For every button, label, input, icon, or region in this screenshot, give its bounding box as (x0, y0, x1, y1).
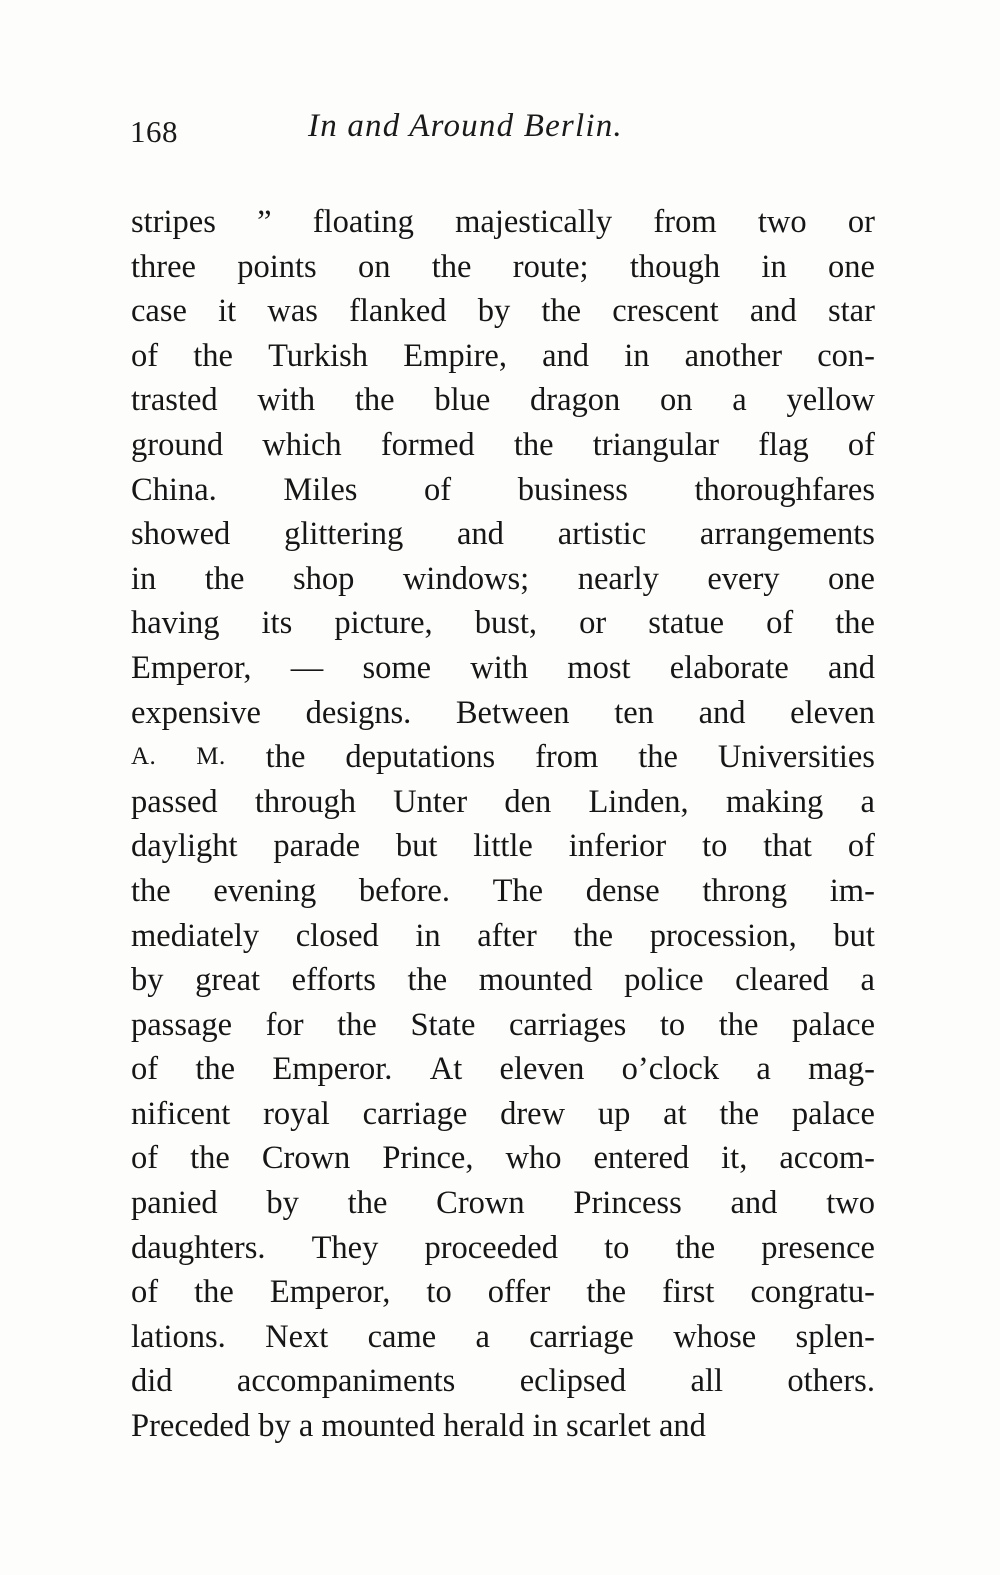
text-line: the evening before. The dense throng im- (131, 872, 875, 909)
text-line: A. M. the deputations from the Universities (131, 739, 875, 776)
text-line: of the Crown Prince, who entered it, accom- (131, 1140, 875, 1177)
text-line: lations. Next came a carriage whose splen- (131, 1318, 875, 1355)
text-line: of the Turkish Empire, and in another con- (131, 337, 875, 374)
text-line: passage for the State carriages to the palace (131, 1006, 875, 1043)
text-line: trasted with the blue dragon on a yellow (131, 382, 875, 419)
text-line: case it was flanked by the crescent and star (131, 293, 875, 330)
text-line: having its picture, bust, or statue of the (131, 605, 875, 642)
body-text (131, 200, 875, 1449)
text-line: stripes ” floating majestically from two or (131, 204, 875, 240)
text-line: Emperor, — some with most elaborate and (131, 649, 875, 686)
page-header (130, 108, 870, 158)
text-line: daylight parade but little inferior to that of (131, 828, 875, 865)
text-line: of the Emperor. At eleven o’clock a mag- (131, 1051, 875, 1088)
running-title: In and Around Berlin. (308, 108, 623, 144)
text-line: of the Emperor, to offer the first congratu- (131, 1274, 875, 1311)
text-line: ground which formed the triangular flag of (131, 426, 875, 463)
text-line: by great efforts the mounted police cleared a (131, 962, 875, 999)
text-line: expensive designs. Between ten and eleven (131, 694, 875, 731)
text-line: in the shop windows; nearly every one (131, 560, 875, 597)
page-number: 168 (130, 114, 178, 149)
text-line: nificent royal carriage drew up at the palace (131, 1095, 875, 1132)
text-line: showed glittering and artistic arrangements (131, 516, 875, 553)
text-line: mediately closed in after the procession, but (131, 917, 875, 954)
text-line: daughters. They proceeded to the presence (131, 1229, 875, 1266)
text-line: China. Miles of business thoroughfares (131, 471, 875, 508)
text-line: three points on the route; though in one (131, 248, 875, 285)
text-line: did accompaniments eclipsed all others. (131, 1363, 875, 1400)
text-line: Preceded by a mounted herald in scarlet and (131, 1408, 706, 1445)
text-line: panied by the Crown Princess and two (131, 1185, 875, 1222)
text-line: passed through Unter den Linden, making a (131, 783, 875, 820)
